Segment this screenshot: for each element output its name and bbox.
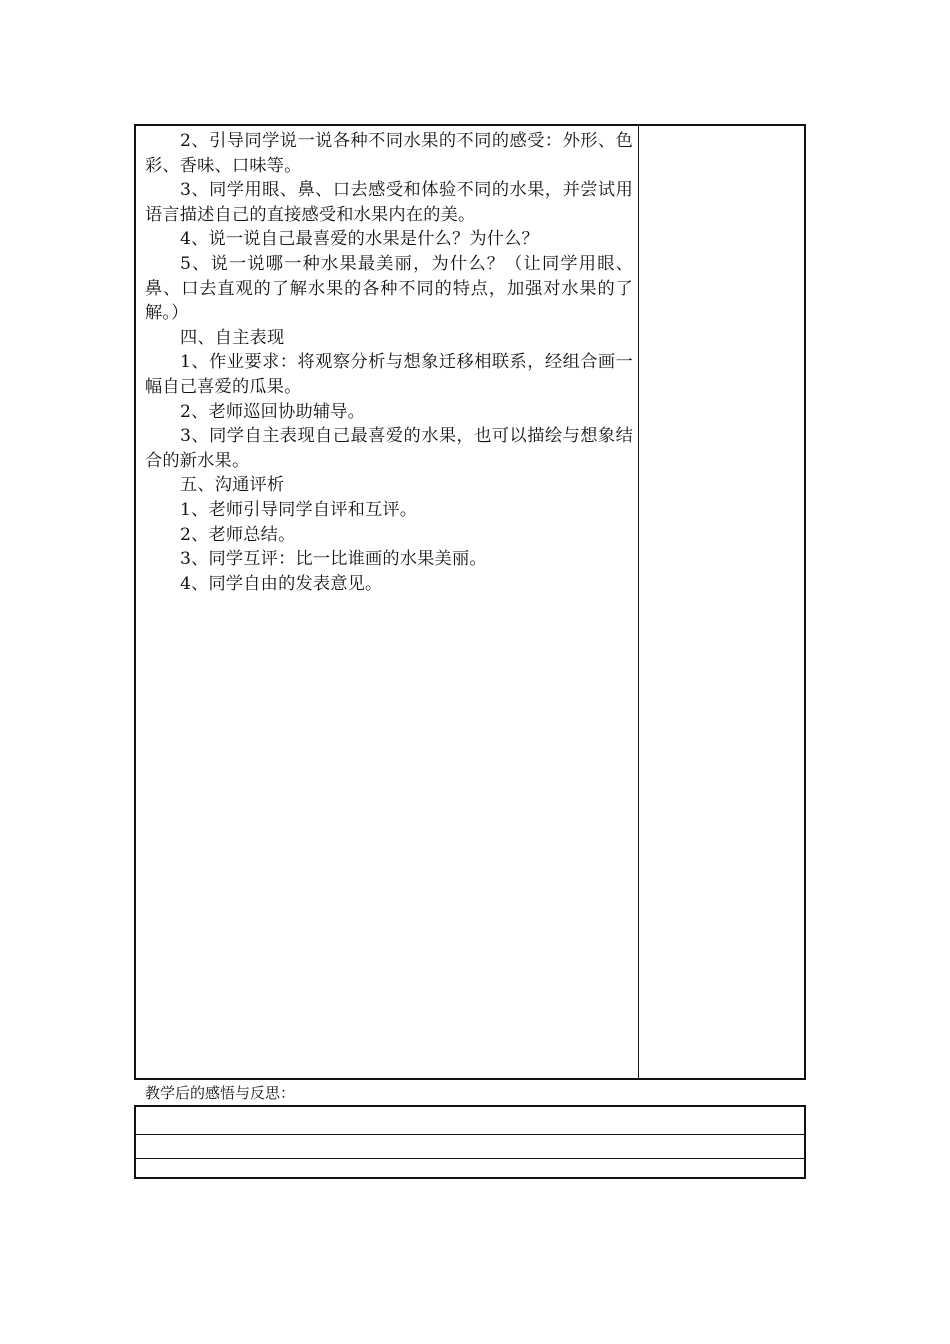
reflection-table xyxy=(134,1105,806,1179)
section-heading: 五、沟通评析 xyxy=(180,475,285,496)
reflection-row-divider xyxy=(136,1134,804,1135)
reflection-row-divider xyxy=(136,1158,804,1159)
section-heading: 四、自主表现 xyxy=(180,327,285,348)
reflection-label: 教学后的感悟与反思： xyxy=(145,1084,296,1102)
lesson-steps-cell xyxy=(145,129,633,596)
lesson-step-paragraph: 1、作业要求：将观察分析与想象迁移相联系，经组合画一幅自己喜爱的瓜果。 xyxy=(145,352,633,397)
column-divider xyxy=(638,126,639,1078)
lesson-step-paragraph: 4、说一说自己最喜爱的水果是什么？为什么？ xyxy=(180,229,539,250)
lesson-step-paragraph: 4、同学自由的发表意见。 xyxy=(180,573,383,594)
lesson-step-paragraph: 3、同学互评：比一比谁画的水果美丽。 xyxy=(180,549,487,570)
lesson-step-paragraph: 3、同学自主表现自己最喜爱的水果，也可以描绘与想象结合的新水果。 xyxy=(145,426,633,471)
lesson-step-paragraph: 3、同学用眼、鼻、口去感受和体验不同的水果，并尝试用语言描述自己的直接感受和水果内在的美。 xyxy=(145,180,633,225)
lesson-step-paragraph: 5、说一说哪一种水果最美丽，为什么？（让同学用眼、鼻、口去直观的了解水果的各种不同的特点，加强对水果的了解。） xyxy=(145,253,633,324)
lesson-step-paragraph: 2、老师巡回协助辅导。 xyxy=(180,401,366,422)
lesson-plan-table xyxy=(134,124,806,1080)
lesson-step-paragraph: 2、老师总结。 xyxy=(180,524,296,545)
lesson-step-paragraph: 1、老师引导同学自评和互评。 xyxy=(180,499,418,520)
lesson-step-paragraph: 2、引导同学说一说各种不同水果的不同的感受：外形、色彩、香味、口味等。 xyxy=(145,131,633,176)
